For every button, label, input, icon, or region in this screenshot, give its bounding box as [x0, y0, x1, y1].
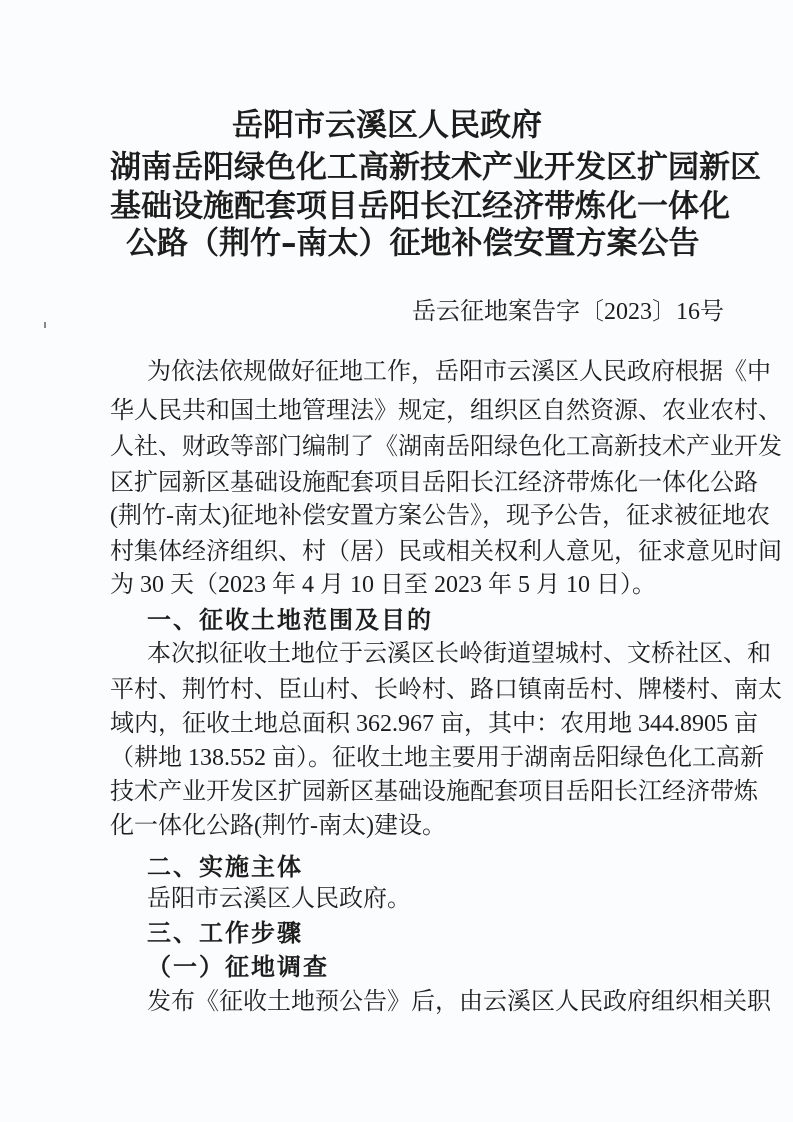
intro-line: 村集体经济组织、村（居）民或相关权利人意见，征求意见时间 — [110, 539, 782, 565]
intro-line: 为依法依规做好征地工作，岳阳市云溪区人民政府根据《中 — [147, 359, 771, 385]
section-1-line: 技术产业开发区扩园新区基础设施配套项目岳阳长江经济带炼 — [110, 779, 758, 805]
section-1-line: 本次拟征收土地位于云溪区长岭街道望城村、文桥社区、和 — [147, 641, 771, 667]
title-line-4: 公路（荆竹–南太）征地补偿安置方案公告 — [126, 225, 700, 262]
section-2-heading: 二、实施主体 — [147, 853, 303, 881]
title-line-1: 岳阳市云溪区人民政府 — [232, 107, 542, 144]
intro-line: 为 30 天（2023 年 4 月 10 日至 2023 年 5 月 10 日）。 — [110, 572, 656, 598]
section-1-line: 域内，征收土地总面积 362.967 亩，其中：农用地 344.8905 亩 — [110, 711, 758, 737]
title-line-3: 基础设施配套项目岳阳长江经济带炼化一体化 — [110, 188, 730, 225]
intro-line: 区扩园新区基础设施配套项目岳阳长江经济带炼化一体化公路 — [110, 470, 758, 496]
section-1-line: （耕地 138.552 亩）。征收土地主要用于湖南岳阳绿色化工高新 — [110, 745, 764, 771]
subsection-1-heading: （一）征地调查 — [147, 953, 329, 981]
title-line-2: 湖南岳阳绿色化工高新技术产业开发区扩园新区 — [110, 149, 761, 186]
intro-line: 人社、财政等部门编制了《湖南岳阳绿色化工高新技术产业开发 — [110, 434, 782, 460]
section-1-heading: 一、征收土地范围及目的 — [147, 606, 433, 634]
scan-mark — [44, 322, 46, 328]
subsection-1-body: 发布《征收土地预公告》后，由云溪区人民政府组织相关职 — [147, 989, 771, 1015]
section-1-line: 平村、荆竹村、臣山村、长岭村、路口镇南岳村、牌楼村、南太 — [110, 677, 782, 703]
document-number: 岳云征地案告字〔2023〕16号 — [412, 299, 724, 325]
intro-line: 华人民共和国土地管理法》规定，组织区自然资源、农业农村、 — [110, 398, 782, 424]
section-2-body: 岳阳市云溪区人民政府。 — [147, 886, 411, 912]
intro-line: (荆竹-南太)征地补偿安置方案公告》，现予公告，征求被征地农 — [110, 503, 770, 529]
section-1-line: 化一体化公路(荆竹-南太)建设。 — [110, 813, 446, 839]
section-3-heading: 三、工作步骤 — [147, 919, 303, 947]
